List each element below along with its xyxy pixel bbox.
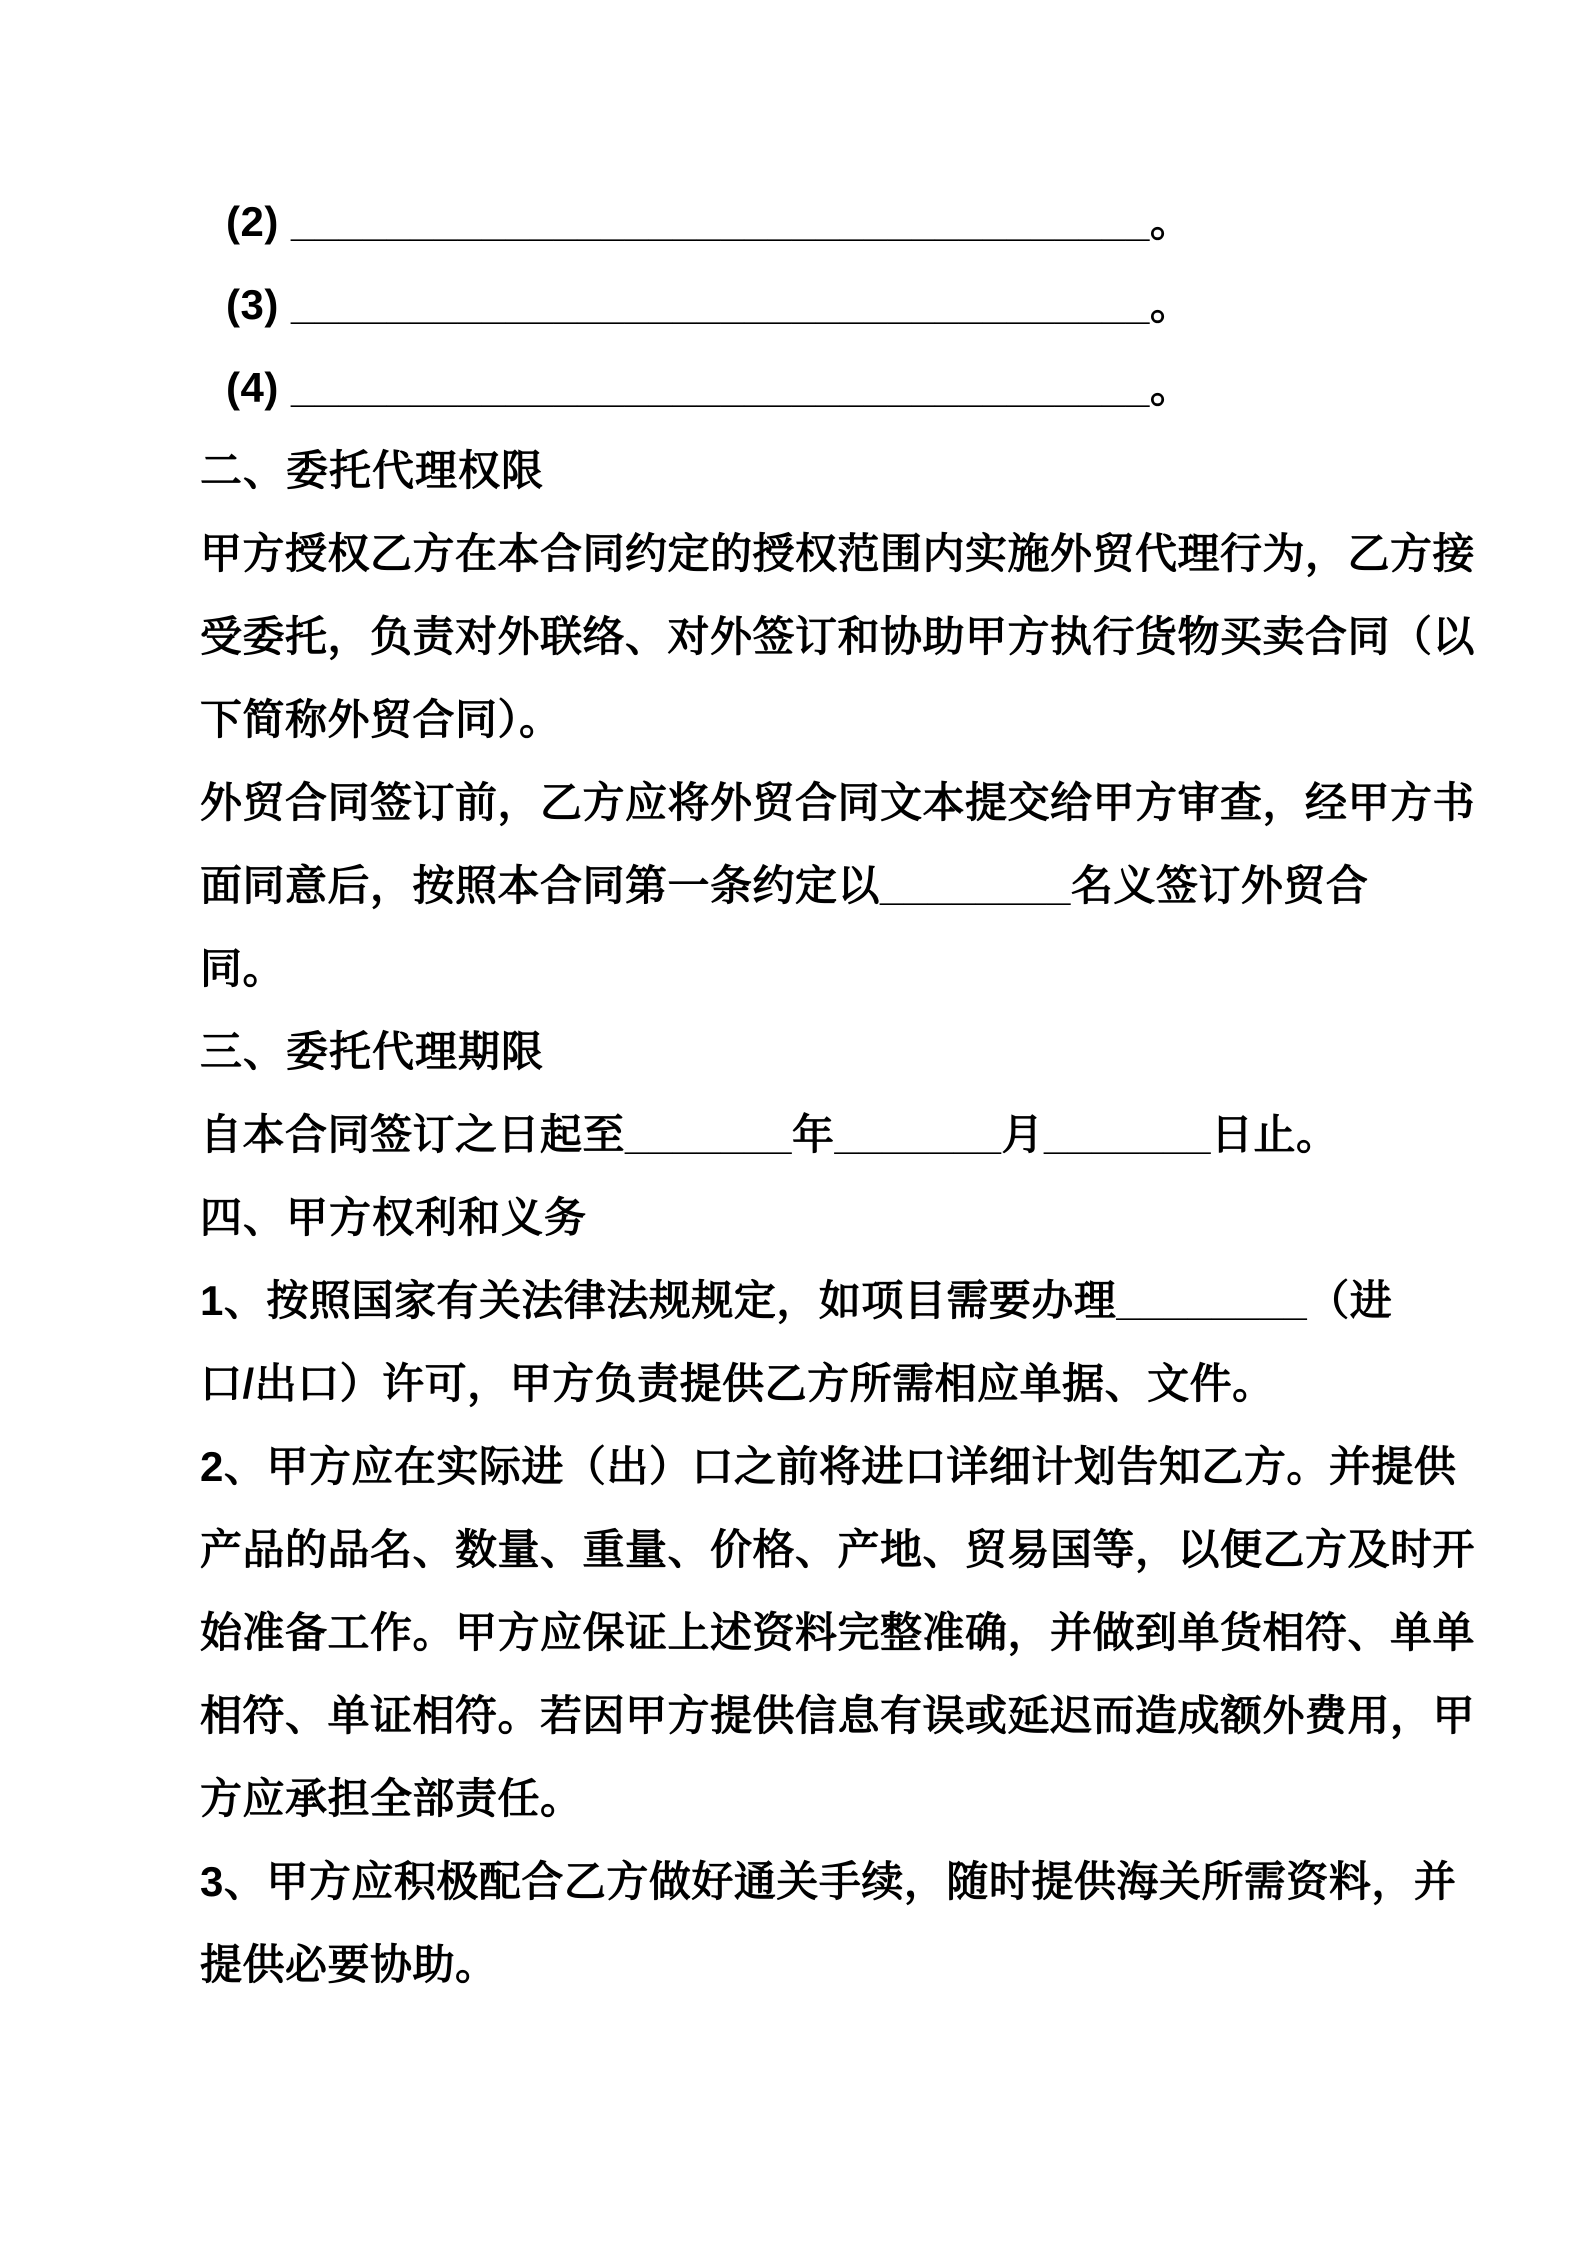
- contract-text-block: [200, 180, 1476, 2006]
- para-authorization-line-2: 受委托，负责对外联络、对外签订和协助甲方执行货物买卖合同（以: [200, 613, 1476, 660]
- section-heading-4: 四、甲方权利和义务: [200, 1194, 588, 1241]
- section-heading-2: 二、委托代理权限: [200, 447, 545, 494]
- item-2-line-1: 2、甲方应在实际进（出）口之前将进口详细计划告知乙方。并提供: [200, 1443, 1457, 1490]
- item-2-line-2: 产品的品名、数量、重量、价格、产地、贸易国等，以便乙方及时开: [200, 1526, 1476, 1573]
- para-term-line-1: 自本合同签订之日起至_______年_______月_______日止。: [200, 1111, 1339, 1158]
- para-authorization-line-3: 下简称外贸合同）。: [200, 696, 562, 743]
- item-2-line-3: 始准备工作。甲方应保证上述资料完整准确，并做到单货相符、单单: [200, 1609, 1476, 1656]
- item-3-line-1: 3、甲方应积极配合乙方做好通关手续，随时提供海关所需资料，并: [200, 1858, 1457, 1905]
- blank-item-3: (3) ____________________________________。: [226, 281, 1193, 328]
- para-review-line-3: 同。: [200, 945, 286, 992]
- item-1-line-2: 口/出口）许可，甲方负责提供乙方所需相应单据、文件。: [200, 1360, 1275, 1407]
- item-3-line-2: 提供必要协助。: [200, 1941, 498, 1988]
- para-review-line-1: 外贸合同签订前，乙方应将外贸合同文本提交给甲方审查，经甲方书: [200, 779, 1476, 826]
- item-1-line-1: 1、按照国家有关法律法规规定，如项目需要办理________（进: [200, 1277, 1393, 1324]
- blank-item-4: (4) ____________________________________。: [226, 364, 1193, 411]
- section-heading-3: 三、委托代理期限: [200, 1028, 545, 1075]
- para-authorization-line-1: 甲方授权乙方在本合同约定的授权范围内实施外贸代理行为，乙方接: [200, 530, 1476, 577]
- blank-item-2: (2) ____________________________________。: [226, 198, 1193, 245]
- item-2-line-4: 相符、单证相符。若因甲方提供信息有误或延迟而造成额外费用，甲: [200, 1692, 1476, 1739]
- item-2-line-5: 方应承担全部责任。: [200, 1775, 583, 1822]
- para-review-line-2: 面同意后，按照本合同第一条约定以________名义签订外贸合: [200, 862, 1369, 909]
